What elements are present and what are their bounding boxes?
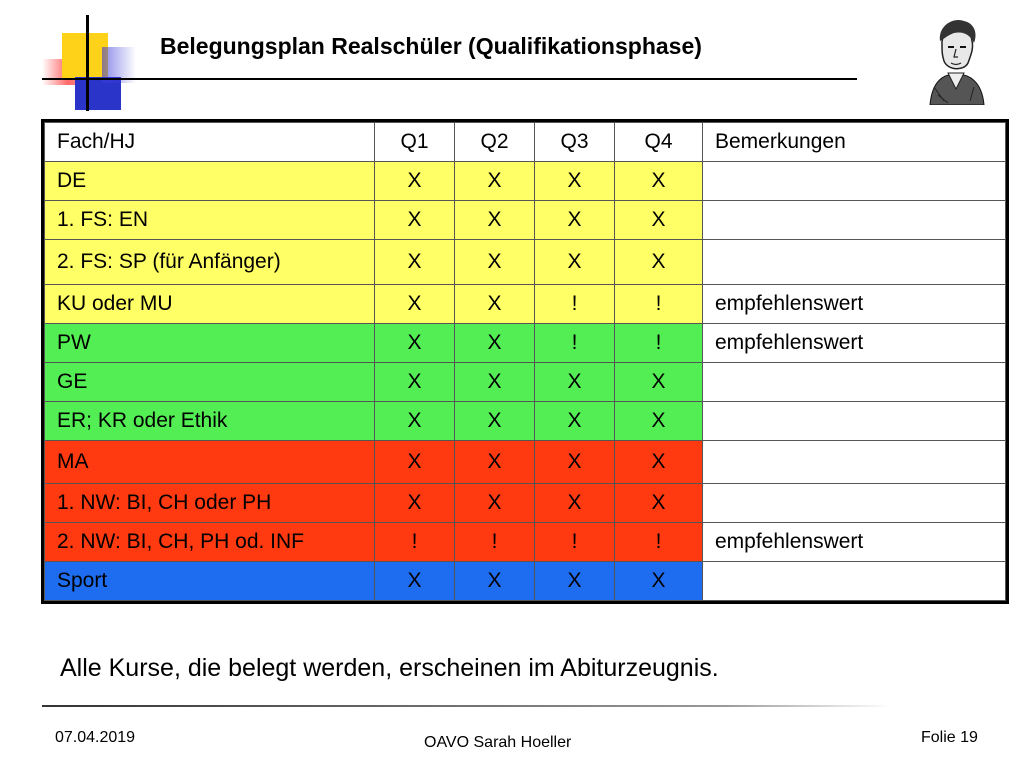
table-row [45, 562, 1006, 601]
q2-cell: X [455, 484, 535, 523]
q3-cell: X [535, 162, 615, 201]
header-fach: Fach/HJ [45, 123, 375, 162]
table-row [45, 201, 1006, 240]
footer-author: OAVO Sarah Hoeller [424, 734, 572, 751]
fach-cell: ER; KR oder Ethik [45, 402, 375, 441]
q4-cell: X [615, 484, 703, 523]
q1-cell: X [375, 363, 455, 402]
bemerkung-cell: empfehlenswert [703, 324, 1006, 363]
q4-cell: X [615, 201, 703, 240]
table-row [45, 441, 1006, 484]
q3-cell: X [535, 441, 615, 484]
header-q3: Q3 [535, 123, 615, 162]
table-row [45, 162, 1006, 201]
q2-cell: X [455, 324, 535, 363]
portrait-engraving-icon [924, 15, 988, 105]
fach-cell: Sport [45, 562, 375, 601]
q1-cell: X [375, 484, 455, 523]
q2-cell: X [455, 562, 535, 601]
bemerkung-cell: empfehlenswert [703, 523, 1006, 562]
fach-cell: 1. FS: EN [45, 201, 375, 240]
header-q2: Q2 [455, 123, 535, 162]
table-row [45, 324, 1006, 363]
q2-cell: X [455, 402, 535, 441]
fach-cell: GE [45, 363, 375, 402]
q2-cell: X [455, 162, 535, 201]
course-table [44, 122, 1006, 601]
q3-cell: ! [535, 523, 615, 562]
header-q1: Q1 [375, 123, 455, 162]
title-underline [42, 78, 857, 80]
bemerkung-cell [703, 402, 1006, 441]
q1-cell: X [375, 402, 455, 441]
q4-cell: ! [615, 324, 703, 363]
q2-cell: X [455, 240, 535, 285]
q2-cell: ! [455, 523, 535, 562]
table-row [45, 523, 1006, 562]
q4-cell: ! [615, 523, 703, 562]
header-q4: Q4 [615, 123, 703, 162]
q3-cell: X [535, 363, 615, 402]
bemerkung-cell [703, 240, 1006, 285]
header-bemerkungen: Bemerkungen [703, 123, 1006, 162]
fach-cell: DE [45, 162, 375, 201]
bemerkung-cell: empfehlenswert [703, 285, 1006, 324]
q2-cell: X [455, 285, 535, 324]
q3-cell: X [535, 562, 615, 601]
q1-cell: X [375, 240, 455, 285]
q1-cell: X [375, 201, 455, 240]
q3-cell: ! [535, 285, 615, 324]
footer-divider [42, 705, 892, 707]
q2-cell: X [455, 441, 535, 484]
q2-cell: X [455, 363, 535, 402]
q1-cell: X [375, 162, 455, 201]
fach-cell: 2. NW: BI, CH, PH od. INF [45, 523, 375, 562]
decor-vertical-line [86, 15, 89, 111]
course-table-frame [41, 119, 1009, 604]
fach-cell: 1. NW: BI, CH oder PH [45, 484, 375, 523]
bemerkung-cell [703, 201, 1006, 240]
q1-cell: X [375, 324, 455, 363]
slide-note: Alle Kurse, die belegt werden, erscheinen im Abiturzeugnis. [60, 654, 719, 682]
table-row [45, 484, 1006, 523]
table-row [45, 240, 1006, 285]
bemerkung-cell [703, 162, 1006, 201]
q2-cell: X [455, 201, 535, 240]
q4-cell: X [615, 441, 703, 484]
fach-cell: PW [45, 324, 375, 363]
q1-cell: X [375, 285, 455, 324]
q4-cell: X [615, 162, 703, 201]
bemerkung-cell [703, 484, 1006, 523]
q1-cell: X [375, 441, 455, 484]
q4-cell: X [615, 240, 703, 285]
fach-cell: 2. FS: SP (für Anfänger) [45, 240, 375, 285]
q3-cell: X [535, 402, 615, 441]
table-row [45, 363, 1006, 402]
bemerkung-cell [703, 363, 1006, 402]
bemerkung-cell [703, 562, 1006, 601]
slide-title: Belegungsplan Realschüler (Qualifikationsphase) [160, 33, 702, 59]
fach-cell: KU oder MU [45, 285, 375, 324]
q3-cell: X [535, 484, 615, 523]
table-header-row [45, 123, 1006, 162]
fach-cell: MA [45, 441, 375, 484]
footer-slide-number: Folie 19 [921, 729, 978, 746]
q4-cell: ! [615, 285, 703, 324]
q4-cell: X [615, 402, 703, 441]
q4-cell: X [615, 562, 703, 601]
q1-cell: X [375, 562, 455, 601]
q1-cell: ! [375, 523, 455, 562]
bemerkung-cell [703, 441, 1006, 484]
q3-cell: ! [535, 324, 615, 363]
table-row [45, 402, 1006, 441]
q3-cell: X [535, 240, 615, 285]
table-row [45, 285, 1006, 324]
q3-cell: X [535, 201, 615, 240]
q4-cell: X [615, 363, 703, 402]
footer-date: 07.04.2019 [55, 729, 136, 746]
